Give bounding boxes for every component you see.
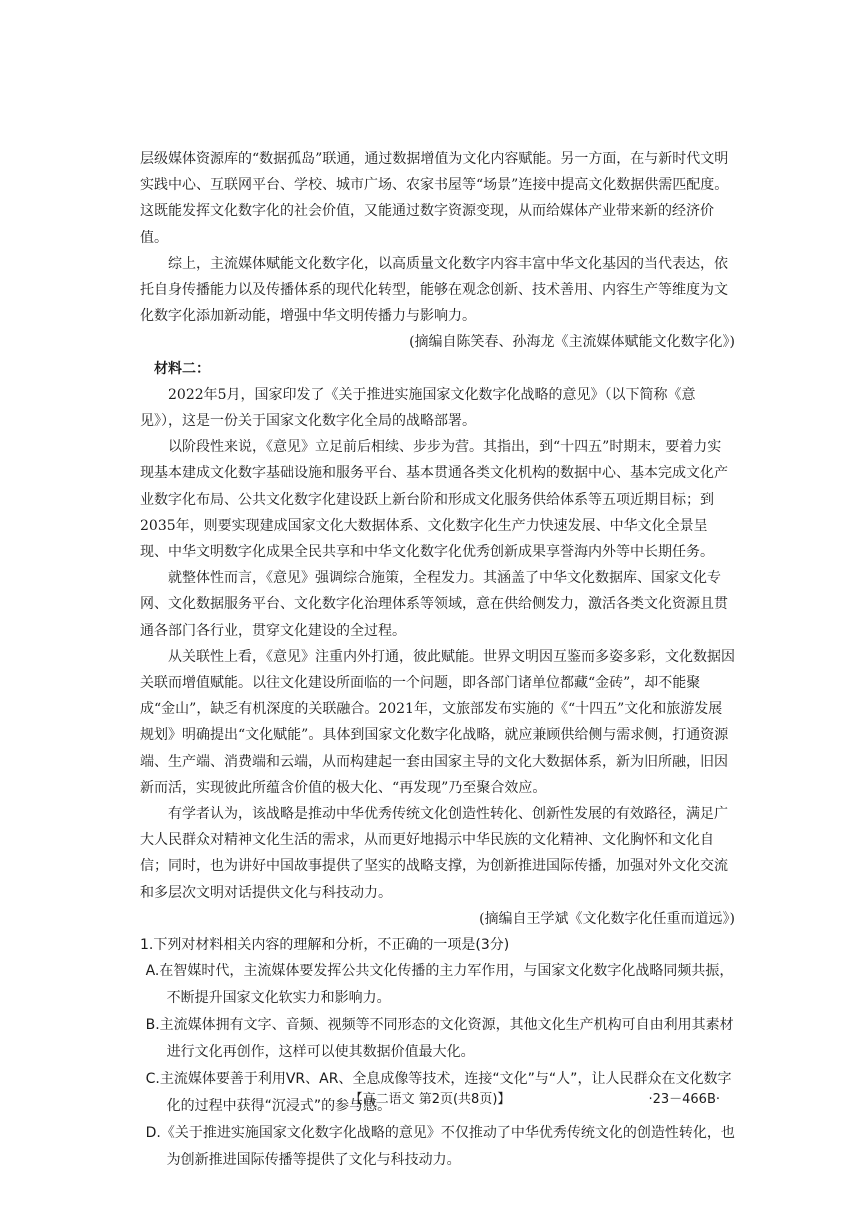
material2-heading: 材料二： xyxy=(154,360,210,377)
option-d: D.《关于推进实施国家文化数字化战略的意见》不仅推动了中华优秀传统文化的创造性转化，也为创新推进国际传播等提供了文化与科技动力。 xyxy=(145,1125,735,1169)
material2-paragraph: 2022年5月，国家印发了《关于推进实施国家文化数字化战略的意见》（以下简称《意见》），这是一份关于国家文化数字化全局的战略部署。 xyxy=(140,386,696,430)
material1-source: (摘编自陈笑春、孙海龙《主流媒体赋能文化数字化》) xyxy=(409,334,735,351)
page-number-label: 【高二语文 第2页(共8页)】 xyxy=(349,1092,511,1107)
material2-paragraph: 有学者认为，该战略是推动中华优秀传统文化创造性转化、创新性发展的有效路径，满足广大人民群众对精神文化生活的需求，从而更好地揭示中华民族的文化精神、文化胸怀和文化自信；同时，也为讲好中国故事提供了坚实的战略支撑，为创新推进国际传播，加强对外文化交流和多层次文明对话提供文化与科技动力。 xyxy=(140,806,728,901)
question-stem: 1.下列对材料相关内容的理解和分析，不正确的一项是(3分) xyxy=(140,937,510,954)
option-a: A.在智媒时代，主流媒体要发挥公共文化传播的主力军作用，与国家文化数字化战略同频共振，不断提升国家文化软实力和影响力。 xyxy=(145,963,734,1007)
material2-paragraph: 就整体性而言，《意见》强调综合施策，全程发力。其涵盖了中华文化数据库、国家文化专网、文化数据服务平台、文化数字化治理体系等领域，意在供给侧发力，激活各类文化资源且贯通各部门各行业，贯穿文化建设的全过程。 xyxy=(140,570,728,639)
material2-paragraph: 以阶段性来说，《意见》立足前后相续、步步为营。其指出，到“十四五”时期末，要着力实现基本建成文化数字基础设施和服务平台、基本贯通各类文化机构的数据中心、基本完成文化产业数字化布局、公共文化数字化建设跃上新台阶和形成文化服务供给体系等五项近期目标；到2035年，则要实现建成国家文化大数据体系、文化数字化生产力快速发展、中华文化全景呈现、中华文明数字化成果全民共享和中华文化数字化优秀创新成果享誉海内外等中长期任务。 xyxy=(140,439,728,561)
material1-paragraph: 综上，主流媒体赋能文化数字化，以高质量文化数字内容丰富中华文化基因的当代表达，依托自身传播能力以及传播体系的现代化转型，能够在观念创新、技术善用、内容生产等维度为文化数字化添加新动能，增强中华文明传播力与影响力。 xyxy=(140,255,728,325)
material1-paragraph: 层级媒体资源库的“数据孤岛”联通，通过数据增值为文化内容赋能。另一方面，在与新时代文明实践中心、互联网平台、学校、城市广场、农家书屋等“场景”连接中提高文化数据供需匹配度。这既能发挥文化数字化的社会价值，又能通过数字资源变现，从而给媒体产业带来新的经济价值。 xyxy=(140,151,729,246)
exam-code: ·23－466B· xyxy=(648,1092,720,1107)
option-c: C.主流媒体要善于利用VR、AR、全息成像等技术，连接“文化”与“人”，让人民群众在文化数字化的过程中获得“沉浸式”的参与感。 xyxy=(145,1071,732,1115)
material2-paragraph: 从关联性上看，《意见》注重内外打通，彼此赋能。世界文明因互鉴而多姿多彩，文化数据因关联而增值赋能。以往文化建设所面临的一个问题，即各部门诸单位都藏“金砖”，却不能聚成“金山”，缺乏有机深度的关联融合。2021年，文旅部发布实施的《“十四五”文化和旅游发展规划》明确提出“文化赋能”。具体到国家文化数字化战略，就应兼顾供给侧与需求侧，打通资源端、生产端、消费端和云端，从而构建起一套由国家主导的文化大数据体系，新为旧所融，旧因新而活，实现彼此所蕴含价值的极大化、“再发现”乃至聚合效应。 xyxy=(140,648,735,796)
page-content xyxy=(140,146,735,1174)
option-b: B.主流媒体拥有文字、音频、视频等不同形态的文化资源，其他文化生产机构可自由利用其素材进行文化再创作，这样可以使其数据价值最大化。 xyxy=(145,1017,734,1061)
material2-source: (摘编自王学斌《文化数字化任重而道远》) xyxy=(479,910,735,927)
